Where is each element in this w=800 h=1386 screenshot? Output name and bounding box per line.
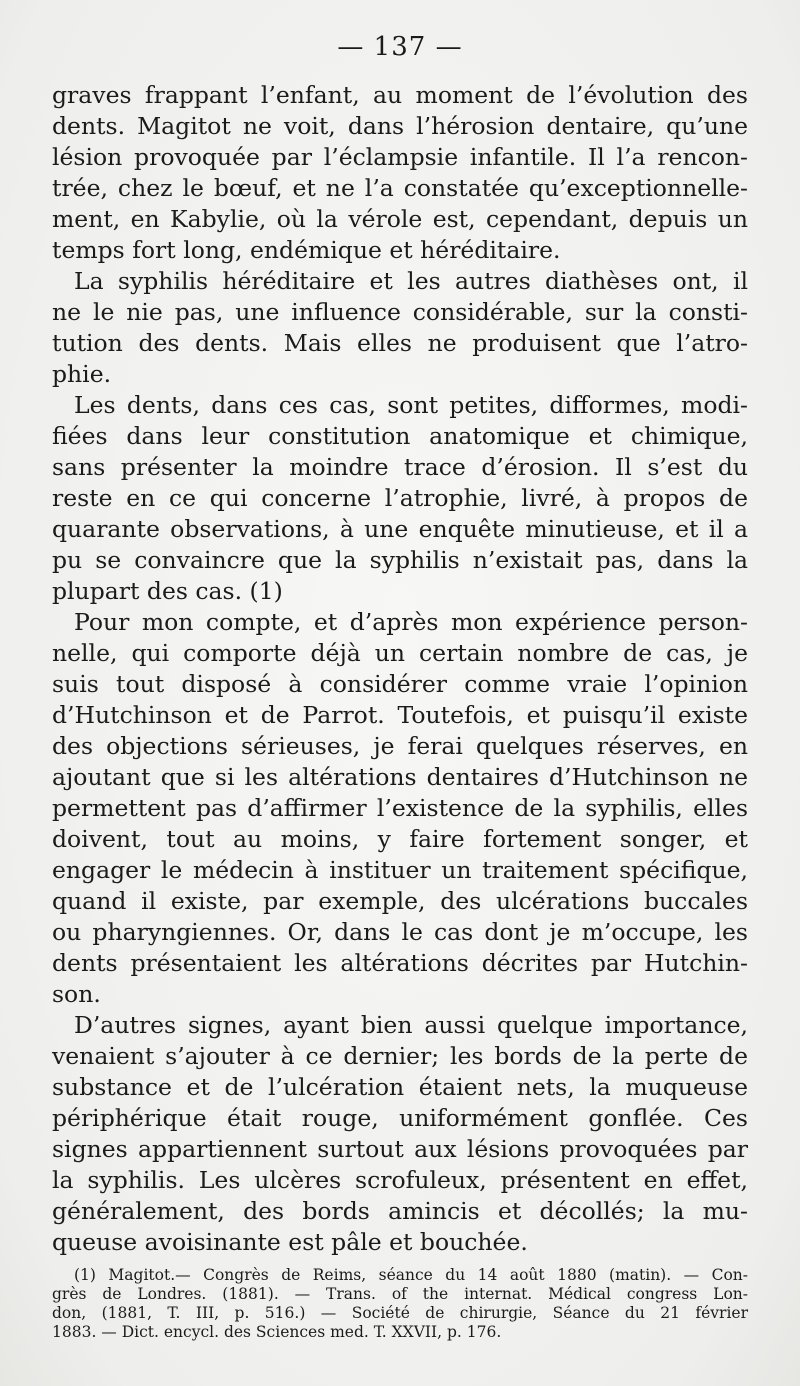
text-line: graves frappant l’enfant, au moment de l’évolution des	[52, 81, 748, 109]
text-line: son.	[52, 980, 101, 1008]
text-line: engager le médecin à instituer un traitement spécifique,	[52, 856, 748, 884]
text-line: venaient s’ajouter à ce dernier; les bords de la perte de	[52, 1042, 748, 1070]
body-text	[52, 80, 748, 1258]
text-line: suis tout disposé à considérer comme vraie l’opinion	[52, 670, 748, 698]
footnote-line: (1) Magitot.— Congrès de Reims, séance du 14 août 1880 (matin). — Con-	[74, 1266, 748, 1284]
text-line: signes appartiennent surtout aux lésions provoquées par	[52, 1135, 748, 1163]
text-line: reste en ce qui concerne l’atrophie, livré, à propos de	[52, 484, 748, 512]
footnote-line: don, (1881, T. III, p. 516.) — Société de chirurgie, Séance du 21 février	[52, 1304, 748, 1322]
text-line: quarante observations, à une enquête minutieuse, et il a	[52, 515, 748, 543]
text-line: permettent pas d’affirmer l’existence de la syphilis, elles	[52, 794, 748, 822]
text-line: dents. Magitot ne voit, dans l’hérosion dentaire, qu’une	[52, 112, 748, 140]
text-line: ne le nie pas, une influence considérable, sur la consti-	[52, 298, 748, 326]
text-line: ment, en Kabylie, où la vérole est, cependant, depuis un	[52, 205, 748, 233]
text-line: dents présentaient les altérations décrites par Hutchin-	[52, 949, 748, 977]
text-line: pu se convaincre que la syphilis n’existait pas, dans la	[52, 546, 748, 574]
text-line: queuse avoisinante est pâle et bouchée.	[52, 1228, 528, 1256]
footnote-line: 1883. — Dict. encycl. des Sciences med. T. XXVII, p. 176.	[52, 1323, 502, 1341]
text-line: ou pharyngiennes. Or, dans le cas dont je m’occupe, les	[52, 918, 748, 946]
footnote-line: grès de Londres. (1881). — Trans. of the internat. Médical congress Lon-	[52, 1285, 748, 1303]
text-line: trée, chez le bœuf, et ne l’a constatée qu’exceptionnelle-	[52, 174, 748, 202]
page-number: — 137 —	[337, 32, 463, 62]
text-line: quand il existe, par exemple, des ulcérations buccales	[52, 887, 748, 915]
text-line: La syphilis héréditaire et les autres diathèses ont, il	[74, 267, 748, 295]
text-line: plupart des cas. (1)	[52, 577, 283, 605]
text-line: périphérique était rouge, uniformément gonflée. Ces	[52, 1104, 748, 1132]
text-line: sans présenter la moindre trace d’érosion. Il s’est du	[52, 453, 748, 481]
text-line: phie.	[52, 360, 112, 388]
text-line: fiées dans leur constitution anatomique et chimique,	[52, 422, 748, 450]
text-line: Les dents, dans ces cas, sont petites, difformes, modi-	[74, 391, 748, 419]
text-line: D’autres signes, ayant bien aussi quelque importance,	[74, 1011, 748, 1039]
text-line: ajoutant que si les altérations dentaires d’Hutchinson ne	[52, 763, 748, 791]
text-line: substance et de l’ulcération étaient nets, la muqueuse	[52, 1073, 748, 1101]
text-line: lésion provoquée par l’éclampsie infantile. Il l’a rencon-	[52, 143, 748, 171]
text-line: temps fort long, endémique et héréditaire.	[52, 236, 561, 264]
text-line: tution des dents. Mais elles ne produisent que l’atro-	[52, 329, 748, 357]
text-line: nelle, qui comporte déjà un certain nombre de cas, je	[52, 639, 748, 667]
text-line: doivent, tout au moins, y faire fortement songer, et	[52, 825, 748, 853]
text-line: Pour mon compte, et d’après mon expérience person-	[74, 608, 748, 636]
footnote	[52, 1266, 748, 1342]
text-line: la syphilis. Les ulcères scrofuleux, présentent en effet,	[52, 1166, 748, 1194]
text-line: généralement, des bords amincis et décollés; la mu-	[52, 1197, 748, 1225]
text-line: des objections sérieuses, je ferai quelques réserves, en	[52, 732, 748, 760]
text-line: d’Hutchinson et de Parrot. Toutefois, et puisqu’il existe	[52, 701, 748, 729]
